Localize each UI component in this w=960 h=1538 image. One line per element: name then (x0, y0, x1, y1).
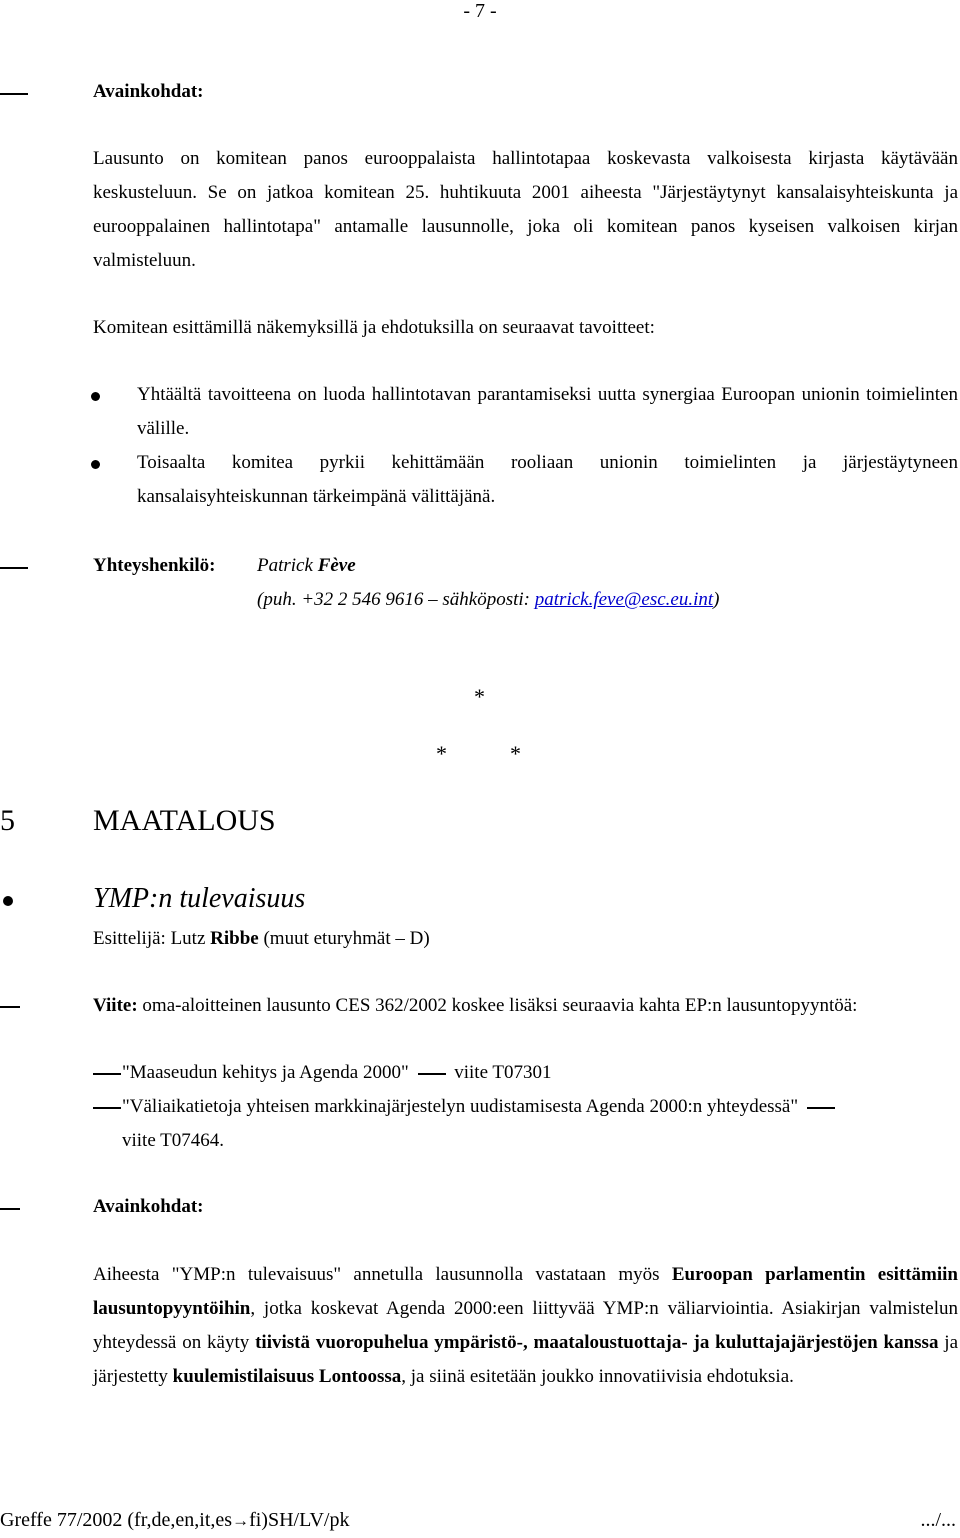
footer-reference (0, 1503, 349, 1538)
contact-label: Yhteyshenkilö: (93, 555, 216, 576)
text-run: , ja siinä esitetään joukko innovatiivisia ehdotuksia. (401, 1366, 794, 1387)
text-run-bold: Euroopan parlamentin esittämiin lausuntopyyntöihin (93, 1264, 958, 1319)
text-run: , jotka koskevat Agenda 2000:een liittyvää YMP:n väliarviointia. Asiakirjan valmistelun yhteydessä on käyty (93, 1298, 958, 1353)
bullet-icon (3, 896, 13, 906)
reference-item-title: "Maaseudun kehitys ja Agenda 2000" (122, 1062, 409, 1083)
contact-email-link[interactable]: patrick.feve@esc.eu.int (534, 589, 714, 610)
dash-marker (93, 1107, 121, 1109)
contact-phone: (puh. +32 2 546 9616 – sähköposti: (257, 589, 535, 610)
bullet-item-intermediary: Toisaalta komitea pyrkii kehittämään rooliaan unionin toimielinten ja järjestäytyneen kansalaisyhteiskunnan tärkeimpänä välittäjänä. (137, 452, 958, 507)
separator-star: * (436, 741, 447, 766)
bullet-icon (91, 460, 100, 469)
reference-item-code: viite T07301 (454, 1062, 552, 1083)
dash-marker (0, 1208, 20, 1210)
contact-details (257, 583, 719, 617)
rapporteur-prefix: Esittelijä: Lutz (93, 928, 211, 949)
contact-close: ) (713, 589, 720, 610)
footer-continuation: .../... (920, 1509, 956, 1531)
opinion-title: YMP:n tulevaisuus (93, 883, 306, 914)
page-number: - 7 - (463, 0, 497, 22)
reference-item-title: "Väliaikatietoja yhteisen markkinajärjestelyn uudistamisesta Agenda 2000:n yhteydessä" (122, 1096, 799, 1117)
text-run: ja järjestetty (93, 1332, 959, 1387)
dash-marker (807, 1107, 835, 1109)
bullet-item-synergy: Yhtäältä tavoitteena on luoda hallintotavan parantamiseksi uutta synergiaa Euroopan unionin toimielinten välille. (137, 384, 958, 439)
contact-first-name: Patrick (257, 555, 318, 576)
text-run: Aiheesta "YMP:n tulevaisuus" annetulla lausunnolla vastataan myös (93, 1264, 672, 1285)
dash-marker (0, 93, 28, 95)
section-number: 5 (0, 804, 15, 837)
dash-marker (0, 1006, 20, 1008)
dash-marker (0, 567, 28, 569)
reference-paragraph (93, 989, 958, 1023)
paragraph-context: Lausunto on komitean panos eurooppalaista hallintotapaa koskevasta valkoisesta kirjasta käytävään keskusteluun. Se on jatkoa komitean 25. huhtikuuta 2001 aiheesta "Järjestäytynyt kansalaisyhteiskunta ja eurooppalainen hallintotapa" antamalle lausunnolle, joka oli komitean panos kyseisen valkoisen kirjan valmisteluun. (93, 148, 958, 271)
reference-label: Viite: (93, 995, 138, 1016)
contact-last-name: Fève (317, 555, 356, 576)
section-heading-key-points: Avainkohdat: (93, 81, 204, 102)
reference-item-code: viite T07464. (122, 1130, 225, 1151)
paragraph-cap-future (93, 1258, 958, 1394)
separator-star: * (510, 741, 521, 766)
bullet-icon (91, 392, 100, 401)
arrow-icon: → (232, 1511, 250, 1530)
reference-text: oma-aloitteinen lausunto CES 362/2002 koskee lisäksi seuraavia kahta EP:n lausuntopyyntöä: (137, 995, 858, 1016)
text-run-bold: tiivistä vuoropuhelua ympäristö-, maataloustuottaja- ja kuluttajajärjestöjen kanssa (255, 1332, 939, 1353)
dash-marker (93, 1073, 121, 1075)
rapporteur-suffix: (muut eturyhmät – D) (258, 928, 430, 949)
section-title: MAATALOUS (93, 804, 276, 837)
footer-ref-part: Greffe 77/2002 (fr,de,en,it,es (0, 1509, 233, 1531)
rapporteur-line (93, 922, 430, 956)
section-heading-key-points: Avainkohdat: (93, 1196, 204, 1217)
paragraph-objectives-intro: Komitean esittämillä näkemyksillä ja ehdotuksilla on seuraavat tavoitteet: (93, 317, 655, 338)
rapporteur-name: Ribbe (210, 928, 259, 949)
footer-ref-part: fi)SH/LV/pk (249, 1509, 350, 1531)
contact-name (257, 549, 356, 583)
text-run-bold: kuulemistilaisuus Lontoossa (172, 1366, 402, 1387)
dash-marker (418, 1073, 446, 1075)
reference-item (122, 1090, 958, 1158)
separator-star: * (474, 684, 485, 709)
reference-item (122, 1056, 552, 1090)
